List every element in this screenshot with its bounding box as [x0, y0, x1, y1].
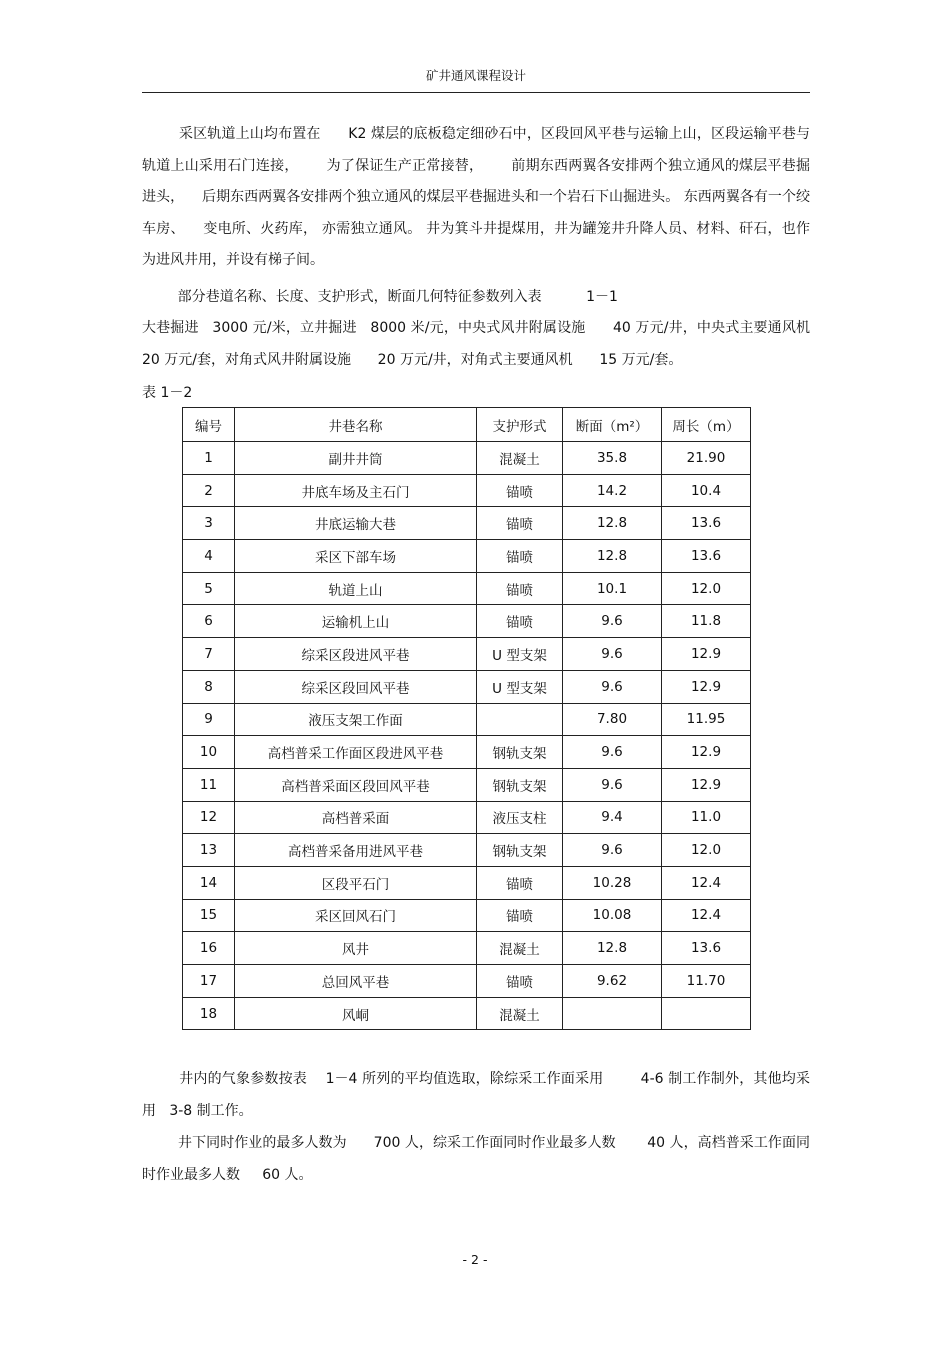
page-header: [142, 66, 810, 93]
cell-number: 6: [183, 605, 235, 638]
cell-support-type: 锚喷: [477, 899, 563, 932]
cell-area: 9.6: [563, 768, 662, 801]
cell-roadway-name: 高档普采面: [235, 801, 477, 834]
header-cross-section-area: 断面（m²）: [563, 408, 662, 442]
cell-number: 12: [183, 801, 235, 834]
cell-support-type: 钢轨支架: [477, 834, 563, 867]
cell-support-type: 锚喷: [477, 866, 563, 899]
table-row: [183, 768, 751, 801]
cell-roadway-name: 运输机上山: [235, 605, 477, 638]
cell-number: 18: [183, 997, 235, 1030]
cell-support-type: 钢轨支架: [477, 736, 563, 769]
cell-number: 9: [183, 703, 235, 736]
cell-perimeter: 11.8: [662, 605, 751, 638]
cell-support-type: 锚喷: [477, 605, 563, 638]
cell-number: 16: [183, 932, 235, 965]
cell-perimeter: 13.6: [662, 540, 751, 573]
header-perimeter: 周长（m）: [662, 408, 751, 442]
cell-number: 4: [183, 540, 235, 573]
cell-perimeter: 12.4: [662, 866, 751, 899]
cell-support-type: 钢轨支架: [477, 768, 563, 801]
cell-perimeter: 12.0: [662, 572, 751, 605]
cell-roadway-name: 高档普采备用进风平巷: [235, 834, 477, 867]
cell-number: 11: [183, 768, 235, 801]
cell-perimeter: 12.9: [662, 670, 751, 703]
cell-roadway-name: 井底车场及主石门: [235, 474, 477, 507]
paragraph-climate-parameters: 井内的气象参数按表 1－4 所列的平均值选取，除综采工作面采用 4-6 制工作制外，其他均采用 3-8 制工作。: [142, 1071, 810, 1119]
cell-perimeter: 13.6: [662, 932, 751, 965]
cell-area: 9.6: [563, 736, 662, 769]
cell-perimeter: 11.0: [662, 801, 751, 834]
cell-area: 10.28: [563, 866, 662, 899]
cell-area: 14.2: [563, 474, 662, 507]
cell-support-type: 锚喷: [477, 474, 563, 507]
cell-area: 9.62: [563, 965, 662, 998]
table-row: [183, 965, 751, 998]
cell-perimeter: 12.9: [662, 736, 751, 769]
cell-number: 2: [183, 474, 235, 507]
paragraph-cost-info: 大巷掘进 3000 元/米，立井掘进 8000 米/元，中央式风井附属设施 40 万元/井，中央式主要通风机 20 万元/套，对角式风井附属设施 20 万元/井，对角式主要通风机 15 万元/套。: [142, 320, 819, 368]
cell-roadway-name: 采区下部车场: [235, 540, 477, 573]
cell-perimeter: 13.6: [662, 507, 751, 540]
cell-area: 12.8: [563, 507, 662, 540]
cell-roadway-name: 轨道上山: [235, 572, 477, 605]
cell-number: 15: [183, 899, 235, 932]
table-row: [183, 670, 751, 703]
cell-roadway-name: 风井: [235, 932, 477, 965]
cell-number: 3: [183, 507, 235, 540]
table-row: [183, 997, 751, 1030]
cell-area: 9.4: [563, 801, 662, 834]
cell-area: 12.8: [563, 932, 662, 965]
table-row: [183, 474, 751, 507]
cell-support-type: [477, 703, 563, 736]
table-header-row: [183, 408, 751, 442]
cell-number: 13: [183, 834, 235, 867]
table-row: [183, 834, 751, 867]
cell-perimeter: 21.90: [662, 442, 751, 475]
header-number: 编号: [183, 408, 235, 442]
cell-roadway-name: 高档普采面区段回风平巷: [235, 768, 477, 801]
cell-support-type: 锚喷: [477, 965, 563, 998]
header-support-type: 支护形式: [477, 408, 563, 442]
cell-number: 10: [183, 736, 235, 769]
table-row: [183, 866, 751, 899]
cell-perimeter: 12.9: [662, 768, 751, 801]
cell-support-type: U 型支架: [477, 670, 563, 703]
table-row: [183, 932, 751, 965]
table-row: [183, 507, 751, 540]
cell-roadway-name: 总回风平巷: [235, 965, 477, 998]
table-caption: 表 1－2: [142, 385, 193, 401]
cell-roadway-name: 综采区段进风平巷: [235, 638, 477, 671]
cell-area: [563, 997, 662, 1030]
cell-area: 35.8: [563, 442, 662, 475]
cell-roadway-name: 液压支架工作面: [235, 703, 477, 736]
paragraph-layout-description: 采区轨道上山均布置在 K2 煤层的底板稳定细砂石中，区段回风平巷与运输上山，区段运输平巷与轨道上山采用石门连接， 为了保证生产正常接替， 前期东西两翼各安排两个独立通风的煤层平巷掘进头， 后期东西两翼各安排两个独立通风的煤层平巷掘进头和一个岩石下山掘进头。 东西两翼各有一个绞车房、 变电所、火药库， 亦需独立通风。 井为箕斗井提煤用，井为罐笼井升降人员、材料、矸石，也作为进风井用，并设有梯子间。: [142, 126, 810, 268]
table-row: [183, 899, 751, 932]
table-row: [183, 703, 751, 736]
cell-area: 9.6: [563, 605, 662, 638]
cell-support-type: U 型支架: [477, 638, 563, 671]
cell-support-type: 锚喷: [477, 507, 563, 540]
table-row: [183, 736, 751, 769]
table-body: [183, 442, 751, 1030]
cell-perimeter: 11.70: [662, 965, 751, 998]
cell-perimeter: 11.95: [662, 703, 751, 736]
table-row: [183, 605, 751, 638]
table-row: [183, 540, 751, 573]
table-row: [183, 572, 751, 605]
cell-perimeter: 12.0: [662, 834, 751, 867]
cell-support-type: 混凝土: [477, 442, 563, 475]
paragraph-personnel: 井下同时作业的最多人数为 700 人，综采工作面同时作业最多人数 40 人，高档普采工作面同时作业最多人数 60 人。: [142, 1135, 810, 1183]
cell-roadway-name: 综采区段回风平巷: [235, 670, 477, 703]
cell-support-type: 混凝土: [477, 932, 563, 965]
cell-area: 9.6: [563, 834, 662, 867]
cell-perimeter: 12.4: [662, 899, 751, 932]
table-row: [183, 442, 751, 475]
page-number: - 2 -: [462, 1252, 488, 1267]
cell-area: 9.6: [563, 638, 662, 671]
cell-perimeter: [662, 997, 751, 1030]
cell-area: 9.6: [563, 670, 662, 703]
cell-support-type: 锚喷: [477, 540, 563, 573]
cell-number: 8: [183, 670, 235, 703]
cell-roadway-name: 风峒: [235, 997, 477, 1030]
cell-number: 1: [183, 442, 235, 475]
cell-roadway-name: 井底运输大巷: [235, 507, 477, 540]
table-row: [183, 801, 751, 834]
cell-area: 10.1: [563, 572, 662, 605]
cell-roadway-name: 高档普采工作面区段进风平巷: [235, 736, 477, 769]
cell-support-type: 液压支柱: [477, 801, 563, 834]
cell-perimeter: 10.4: [662, 474, 751, 507]
table-row: [183, 638, 751, 671]
roadway-parameters-table: [182, 407, 751, 1030]
cell-number: 17: [183, 965, 235, 998]
header-roadway-name: 井巷名称: [235, 408, 477, 442]
cell-number: 5: [183, 572, 235, 605]
cell-area: 12.8: [563, 540, 662, 573]
paragraph-table-reference: 部分巷道名称、长度、支护形式，断面几何特征参数列入表 1－1: [142, 289, 618, 305]
cell-support-type: 混凝土: [477, 997, 563, 1030]
cell-roadway-name: 采区回风石门: [235, 899, 477, 932]
cell-area: 7.80: [563, 703, 662, 736]
cell-number: 7: [183, 638, 235, 671]
cell-perimeter: 12.9: [662, 638, 751, 671]
cell-roadway-name: 区段平石门: [235, 866, 477, 899]
cell-support-type: 锚喷: [477, 572, 563, 605]
cell-area: 10.08: [563, 899, 662, 932]
cell-roadway-name: 副井井筒: [235, 442, 477, 475]
cell-number: 14: [183, 866, 235, 899]
header-title: 矿井通风课程设计: [425, 68, 526, 83]
